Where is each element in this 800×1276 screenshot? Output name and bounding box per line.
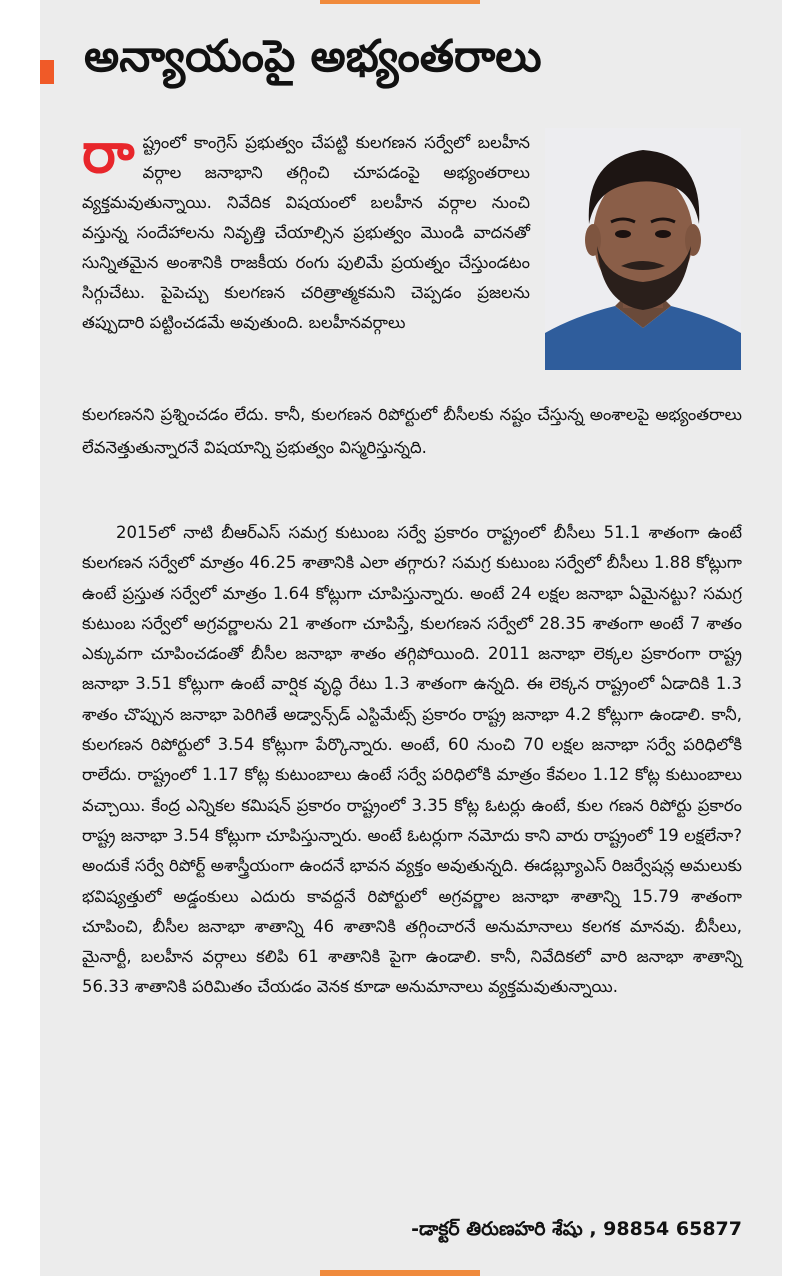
article-body: 2015లో నాటి బీఆర్ఎస్ సమగ్ర కుటుంబ సర్వే ప్రకారం రాష్ట్రంలో బీసీలు 51.1 శాతంగా ఉంటే కులగణన సర్వేలో మాత్రం 46.25 శాతానికి ఎలా తగ్గారు? సమగ్ర కుటుంబ సర్వేలో బీసీలు 1.88 కోట్లుగా ఉంటే ప్రస్తుత సర్వేలో మాత్రం 1.64 కోట్లుగా చూపిస్తున్నారు. అంటే 24 లక్షల జనాభా ఏమైనట్టు? సమగ్ర కుటుంబ సర్వేలో అగ్రవర్ణాలను 21 శాతంగా చూపిస్తే, కులగణన సర్వేలో 28.35 శాతంగా అంటే 7 శాతం ఎక్కువగా చూపించడంతో బీసీల జనాభా శాతం తగ్గిపోయింది. 2011 జనాభా లెక్కల ప్రకారంగా రాష్ట్ర జనాభా 3.51 కోట్లుగా ఉంటే వార్షిక వృద్ధి రేటు 1.3 శాతంగా ఉన్నది. ఈ లెక్కన రాష్ట్రంలో ఏడాదికి 1.3 శాతం చొప్పున జనాభా పెరిగితే అడ్వాన్స్‌డ్ ఎస్టిమేట్స్ ప్రకారం రాష్ట్ర జనాభా 4.2 కోట్లుగా ఉండాలి. కానీ, కులగణన రిపోర్టులో 3.54 కోట్లుగా పేర్కొన్నారు. అంటే, 60 నుంచి 70 లక్షల జనాభా సర్వే పరిధిలోకి రాలేదు. రాష్ట్రంలో 1.17 కోట్ల కుటుంబాలు ఉంటే సర్వే పరిధిలోకి మాత్రం కేవలం 1.12 కోట్ల కుటుంబాలు వచ్చాయి. కేంద్ర ఎన్నికల కమిషన్ ప్రకారం రాష్ట్రంలో 3.35 కోట్ల ఓటర్లు ఉంటే, కుల గణన రిపోర్టు ప్రకారం రాష్ట్ర జనాభా 3.54 కోట్లుగా చూపిస్తున్నారు. అంటే ఓటర్లుగా నమోదు కాని వారు రాష్ట్రంలో 19 లక్షలేనా? అందుకే సర్వే రిపోర్ట్ అశాస్త్రీయంగా ఉందనే భావన వ్యక్తం అవుతున్నది. ఈడబ్ల్యూఎస్ రిజర్వేషన్ల అమలుకు భవిష్యత్తులో అడ్డంకులు ఎదురు కావద్దనే రిపోర్టులో అగ్రవర్ణాల జనాభా శాతాన్ని 15.79 శాతంగా చూపించి, బీసీల జనాభా శాతాన్ని 46 శాతానికి తగ్గించారనే అనుమానాలు కలగక మానవు. బీసీలు, మైనార్టీ, బలహీన వర్గాలు కలిపి 61 శాతానికి పైగా ఉండాలి. కానీ, నివేదికలో వారి జనాభా శాతాన్ని 56.33 శాతానికి పరిమితం చేయడం వెనక కూడా అనుమానాలు వ్యక్తమవుతున్నాయి. [82,523,742,997]
author-byline: -డాక్టర్ తిరుణహరి శేషు , 98854 65877 [411,1218,742,1240]
intro-continuation: కులగణనని ప్రశ్నించడం లేదు. కానీ, కులగణన రిపోర్టులో బీసీలకు నష్టం చేస్తున్న అంశాలపై అభ్యంతరాలు లేవనెత్తుతున్నారనే విషయాన్ని ప్రభుత్వం విస్మరిస్తున్నది. [82,405,742,457]
top-accent-rule [320,0,480,4]
article-headline: అన్యాయంపై అభ్యంతరాలు [84,31,542,82]
bottom-accent-rule [320,1270,480,1276]
drop-cap: రా [82,121,135,186]
intro-paragraph [82,121,530,338]
intro-text: ష్ట్రంలో కాంగ్రెస్ ప్రభుత్వం చేపట్టి కులగణన సర్వేలో బలహీన వర్గాల జనాభాని తగ్గించి చూపడంపై అభ్యంతరాలు వ్యక్తమవుతున్నాయి. నివేదిక విషయంలో బలహీన వర్గాల నుంచి వస్తున్న సందేహాలను నివృత్తి చేయాల్సిన ప్రభుత్వం మొండి వాదనతో సున్నితమైన అంశానికి రాజకీయ రంగు పులిమే ప్రయత్నం చేస్తుండటం సిగ్గుచేటు. పైపెచ్చు కులగణన చరిత్రాత్మకమని చెప్పడం ప్రజలను తప్పుదారి పట్టించడమే అవుతుంది. బలహీనవర్గాలు [82,133,530,332]
author-portrait-icon [545,128,741,370]
headline-marker-icon [40,60,54,84]
